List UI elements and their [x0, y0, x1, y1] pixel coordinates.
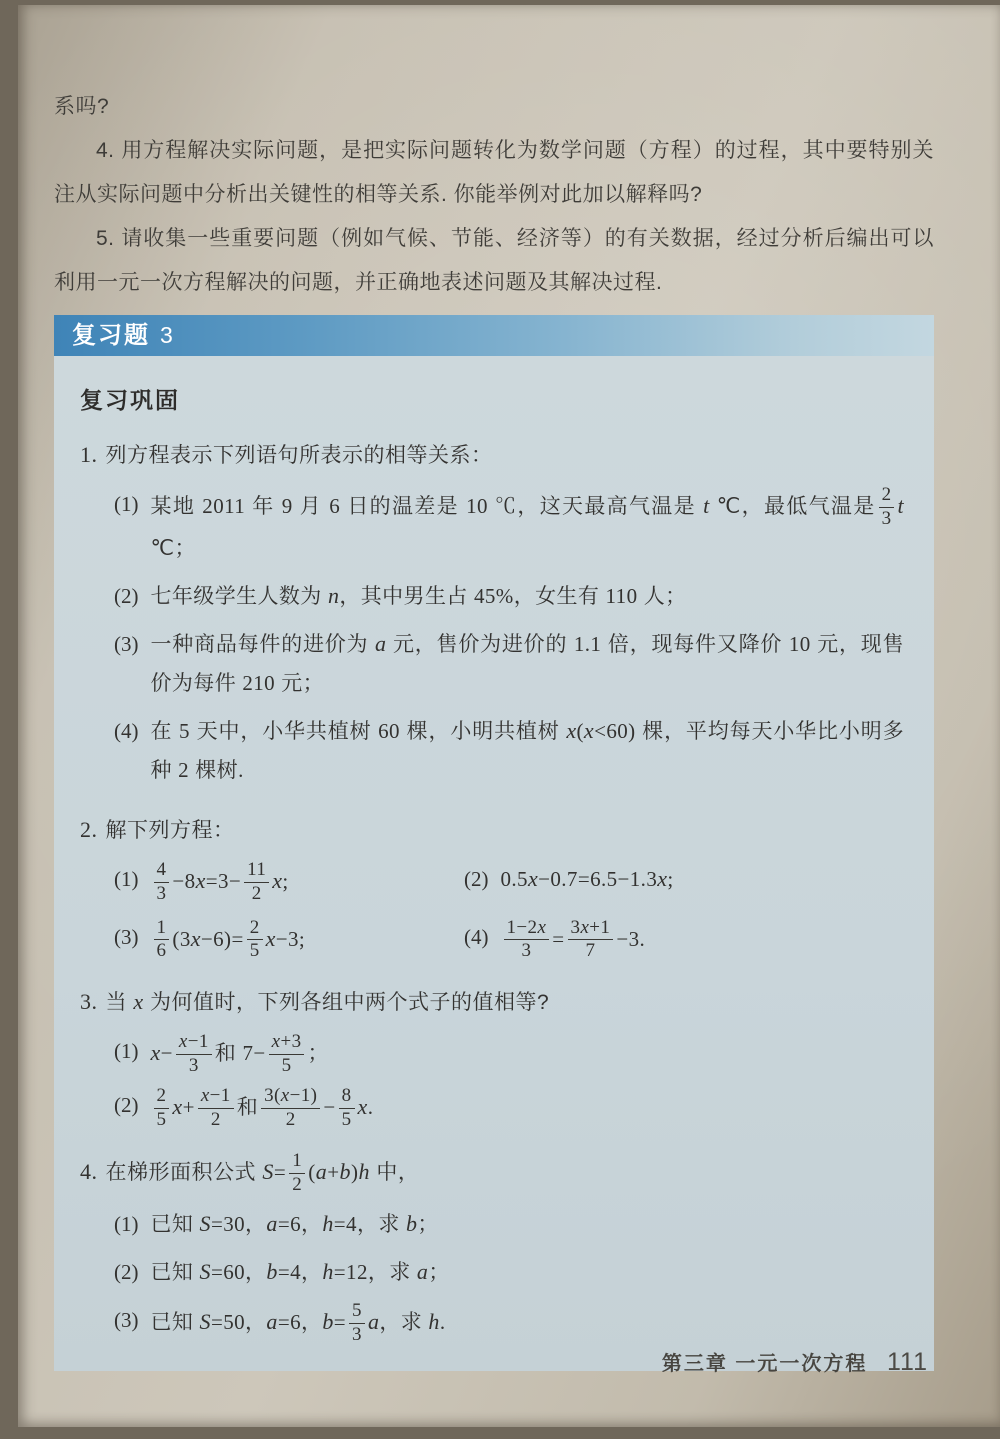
problems-list [80, 435, 904, 1345]
subsection-title: 复习巩固 [80, 387, 180, 413]
item-label: (2) [114, 1259, 139, 1284]
problem [80, 982, 904, 1131]
footer-chapter: 第三章 [661, 1353, 728, 1375]
item-content: 已知 S=60，b=4，h=12，求 a； [150, 1258, 450, 1284]
item-content: 0.5x−0.7=6.5−1.3x; [500, 865, 674, 891]
page-content [18, 5, 1000, 1371]
problem-item [114, 712, 904, 790]
problem-stem: 2. 解下列方程： [80, 816, 235, 842]
problem-item [114, 485, 904, 568]
problem-item [114, 1301, 904, 1346]
fraction: $\frac{11}{2}$ [244, 860, 269, 905]
problem-items [114, 851, 904, 963]
item-label: (4) [114, 718, 139, 743]
item-label: (2) [114, 1093, 139, 1118]
footer-chapter-title: 一元一次方程 [735, 1353, 868, 1375]
item-content: $\frac{1-2x}{3}$ = $\frac{3x+1}{7}$ −3. [501, 918, 905, 963]
item-content: 某地 2011 年 9 月 6 日的温差是 10 ℃，这天最高气温是 t ℃，最低气温是 $\frac{2}{3}$ t ℃； [150, 484, 904, 560]
item-content: x− $\frac{x-1}{3}$ 和 7− $\frac{x+3}{5}$ ； [150, 1031, 329, 1077]
problem-item [114, 860, 464, 905]
item-label: (1) [114, 492, 139, 516]
problem [80, 1151, 904, 1346]
fraction: $\frac{5}{3}$ [349, 1301, 365, 1346]
item-label: (1) [114, 1211, 139, 1236]
item-content: $\frac{2}{5}$ x+ $\frac{x-1}{2}$ 和 $\frac{3(x-1)}{2}$ − $\frac{8}{5}$ x. [151, 1086, 905, 1131]
fraction: $\frac{x+3}{5}$ [269, 1032, 305, 1077]
problem-number: 1. [80, 442, 98, 467]
fraction: $\frac{1}{6}$ [154, 918, 170, 963]
banner-number: 3 [160, 322, 173, 348]
problem-item [114, 1253, 904, 1292]
fraction: $\frac{2}{3}$ [879, 485, 895, 530]
item-label: (3) [114, 631, 139, 656]
page-footer [662, 1347, 928, 1377]
item-label: (3) [114, 924, 139, 949]
item-label: (1) [114, 1039, 139, 1064]
fraction: $\frac{2}{5}$ [247, 918, 263, 963]
problem-item [464, 860, 904, 905]
item-content: 在 5 天中，小华共植树 60 棵，小明共植树 x(x<60) 棵，平均每天小华比小明多种 2 棵树. [150, 717, 904, 782]
problem-item [114, 1086, 904, 1131]
item-content: 已知 S=50，a=6，b= $\frac{5}{3}$ a，求 h. [150, 1299, 446, 1345]
banner-title: 复习题 [72, 322, 150, 349]
problem-number: 3. [80, 989, 98, 1015]
problem-stem: 1. 列方程表示下列语句所表示的相等关系： [80, 442, 493, 467]
item-label: (4) [464, 924, 489, 949]
page-number: 111 [886, 1348, 928, 1376]
problem-item [114, 1032, 904, 1077]
fraction: $\frac{1-2x}{3}$ [504, 918, 550, 963]
item-content: 已知 S=30，a=6，h=4，求 b； [150, 1210, 439, 1236]
intro-section [54, 85, 934, 305]
problem [80, 435, 904, 790]
item-label: (2) [464, 866, 489, 891]
fraction: $\frac{2}{5}$ [154, 1086, 170, 1131]
problem-items [114, 1032, 904, 1131]
intro-paragraph: 系吗? [54, 95, 110, 118]
problem-item [114, 625, 904, 703]
problem-stem: 4. 在梯形面积公式 S= $\frac{1}{2}$ (a+b)h 中， [80, 1149, 420, 1195]
fraction: $\frac{3(x-1)}{2}$ [261, 1086, 320, 1131]
item-label: (1) [114, 866, 139, 891]
item-content: 七年级学生人数为 n，其中男生占 45%，女生有 110 人； [150, 582, 687, 608]
fraction: $\frac{1}{2}$ [289, 1151, 305, 1196]
problem-item [114, 1205, 904, 1244]
fraction: $\frac{8}{5}$ [339, 1086, 355, 1131]
item-content: $\frac{1}{6}$ (3x−6)= $\frac{2}{5}$ x−3; [151, 918, 465, 963]
problem-item [464, 918, 904, 963]
problem-items [114, 1205, 904, 1346]
problem [80, 810, 904, 963]
item-label: (2) [114, 583, 139, 608]
intro-paragraph: 5. 请收集一些重要问题（例如气候、节能、经济等）的有关数据，经过分析后编出可以利用一元一次方程解决的问题，并正确地表述问题及其解决过程. [54, 227, 934, 294]
problem-items [114, 485, 904, 790]
item-content: $\frac{4}{3}$ −8x=3− $\frac{11}{2}$ x; [151, 860, 465, 905]
exercise-box [54, 356, 934, 1371]
item-label: (3) [114, 1307, 139, 1332]
problem-number: 4. [80, 1158, 98, 1184]
problem-item [114, 577, 904, 616]
intro-paragraph: 4. 用方程解决实际问题，是把实际问题转化为数学问题（方程）的过程，其中要特别关注从实际问题中分析出关键性的相等关系. 你能举例对此加以解释吗? [54, 139, 934, 206]
review-section-banner [54, 315, 934, 356]
problem-number: 2. [80, 816, 98, 842]
fraction: $\frac{4}{3}$ [154, 860, 170, 905]
problem-item [114, 918, 464, 963]
fraction: $\frac{x-1}{2}$ [198, 1086, 234, 1131]
item-content: 一种商品每件的进价为 a 元，售价为进价的 1.1 倍，现每件又降价 10 元，现售价为每件 210 元； [150, 630, 904, 695]
fraction: $\frac{3x+1}{7}$ [568, 918, 614, 963]
problem-stem: 3. 当 x 为何值时，下列各组中两个式子的值相等? [80, 989, 550, 1015]
book-page [18, 5, 1000, 1427]
fraction: $\frac{x-1}{3}$ [176, 1032, 212, 1077]
